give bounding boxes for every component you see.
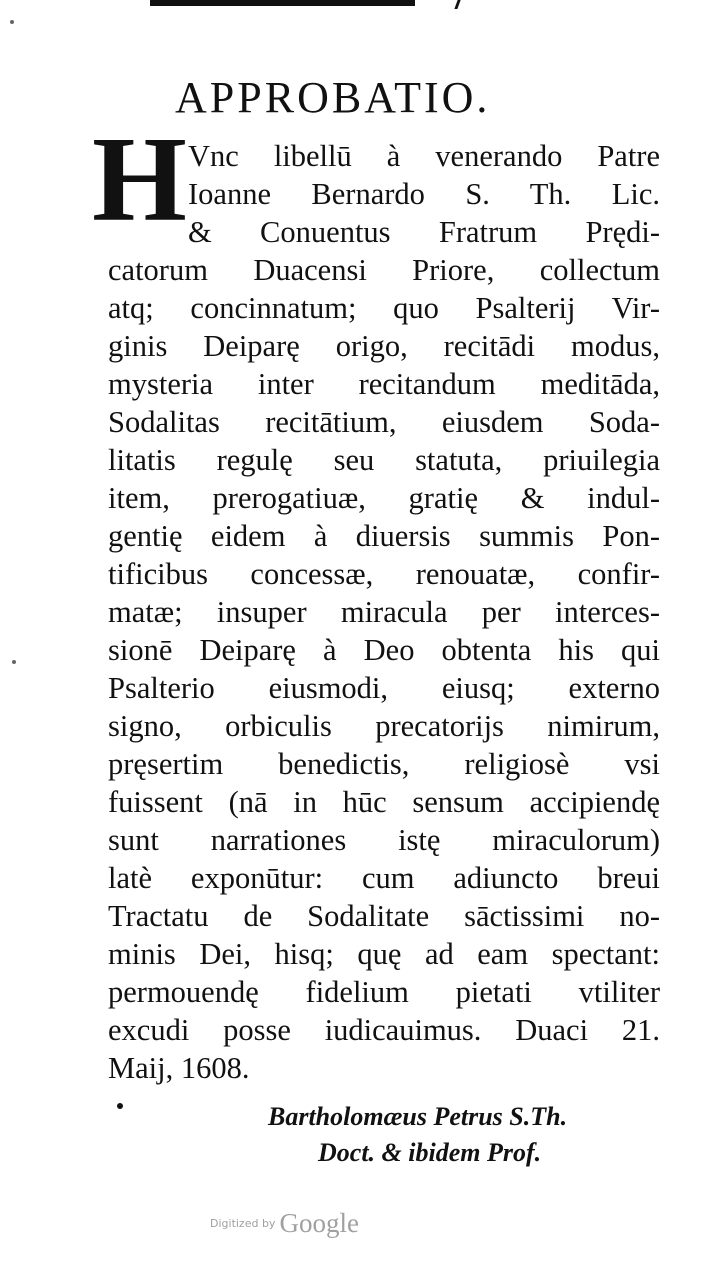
text-line: signo, orbiculis precatorijs nimirum,: [108, 709, 660, 743]
top-edge-fragment: [150, 0, 480, 10]
text-line: atq; concinnatum; quo Psalterij Vir-: [108, 291, 660, 325]
edge-speck: [10, 20, 14, 24]
text-line: latè exponūtur: cum adiuncto breui: [108, 861, 660, 895]
top-edge-tick: [454, 0, 460, 9]
text-line: item, prerogatiuæ, gratię & indul-: [108, 481, 660, 515]
text-line: catorum Duacensi Priore, collectum: [108, 253, 660, 287]
text-line: gentię eidem à diuersis summis Pon-: [108, 519, 660, 553]
text-line: litatis regulę seu statuta, priuilegia: [108, 443, 660, 477]
text-line: Sodalitas recitātium, eiusdem Soda-: [108, 405, 660, 439]
google-logo: Google: [279, 1208, 359, 1238]
text-line: minis Dei, hisq; quę ad eam spectant:: [108, 937, 660, 971]
signature-line-2: Doct. & ibidem Prof.: [318, 1138, 542, 1167]
text-line: matæ; insuper miracula per interces-: [108, 595, 660, 629]
text-line: Tractatu de Sodalitate sāctissimi no-: [108, 899, 660, 933]
text-line: tificibus concessæ, renouatæ, confir-: [108, 557, 660, 591]
text-line: Ioanne Bernardo S. Th. Lic.: [188, 177, 660, 211]
watermark-prefix: Digitized by: [210, 1217, 276, 1230]
ornament-dot: [117, 1103, 123, 1109]
text-line: ginis Deiparę origo, recitādi modus,: [108, 329, 660, 363]
drop-cap: H: [92, 112, 187, 247]
text-line: fuissent (nā in hūc sensum accipiendę: [108, 785, 660, 819]
text-line: mysteria inter recitandum meditāda,: [108, 367, 660, 401]
text-line: sunt narrationes istę miraculorum): [108, 823, 660, 857]
page-heading: APPROBATIO.: [175, 73, 491, 122]
text-line: & Conuentus Fratrum Prędi-: [188, 215, 660, 249]
text-line: permouendę fidelium pietati vtiliter: [108, 975, 660, 1009]
signature-line-1: Bartholomæus Petrus S.Th.: [268, 1102, 568, 1131]
text-line: excudi posse iudicauimus. Duaci 21.: [108, 1013, 660, 1047]
top-edge-bar: [150, 0, 415, 6]
text-line: Psalterio eiusmodi, eiusq; externo: [108, 671, 660, 705]
edge-speck: [12, 660, 16, 664]
text-line-last: Maij, 1608.: [108, 1051, 250, 1085]
digitized-watermark: [210, 1208, 370, 1242]
text-line: sionē Deiparę à Deo obtenta his qui: [108, 633, 660, 667]
text-line: pręsertim benedictis, religiosè vsi: [108, 747, 660, 781]
text-line: Vnc libellū à venerando Patre: [188, 139, 660, 173]
